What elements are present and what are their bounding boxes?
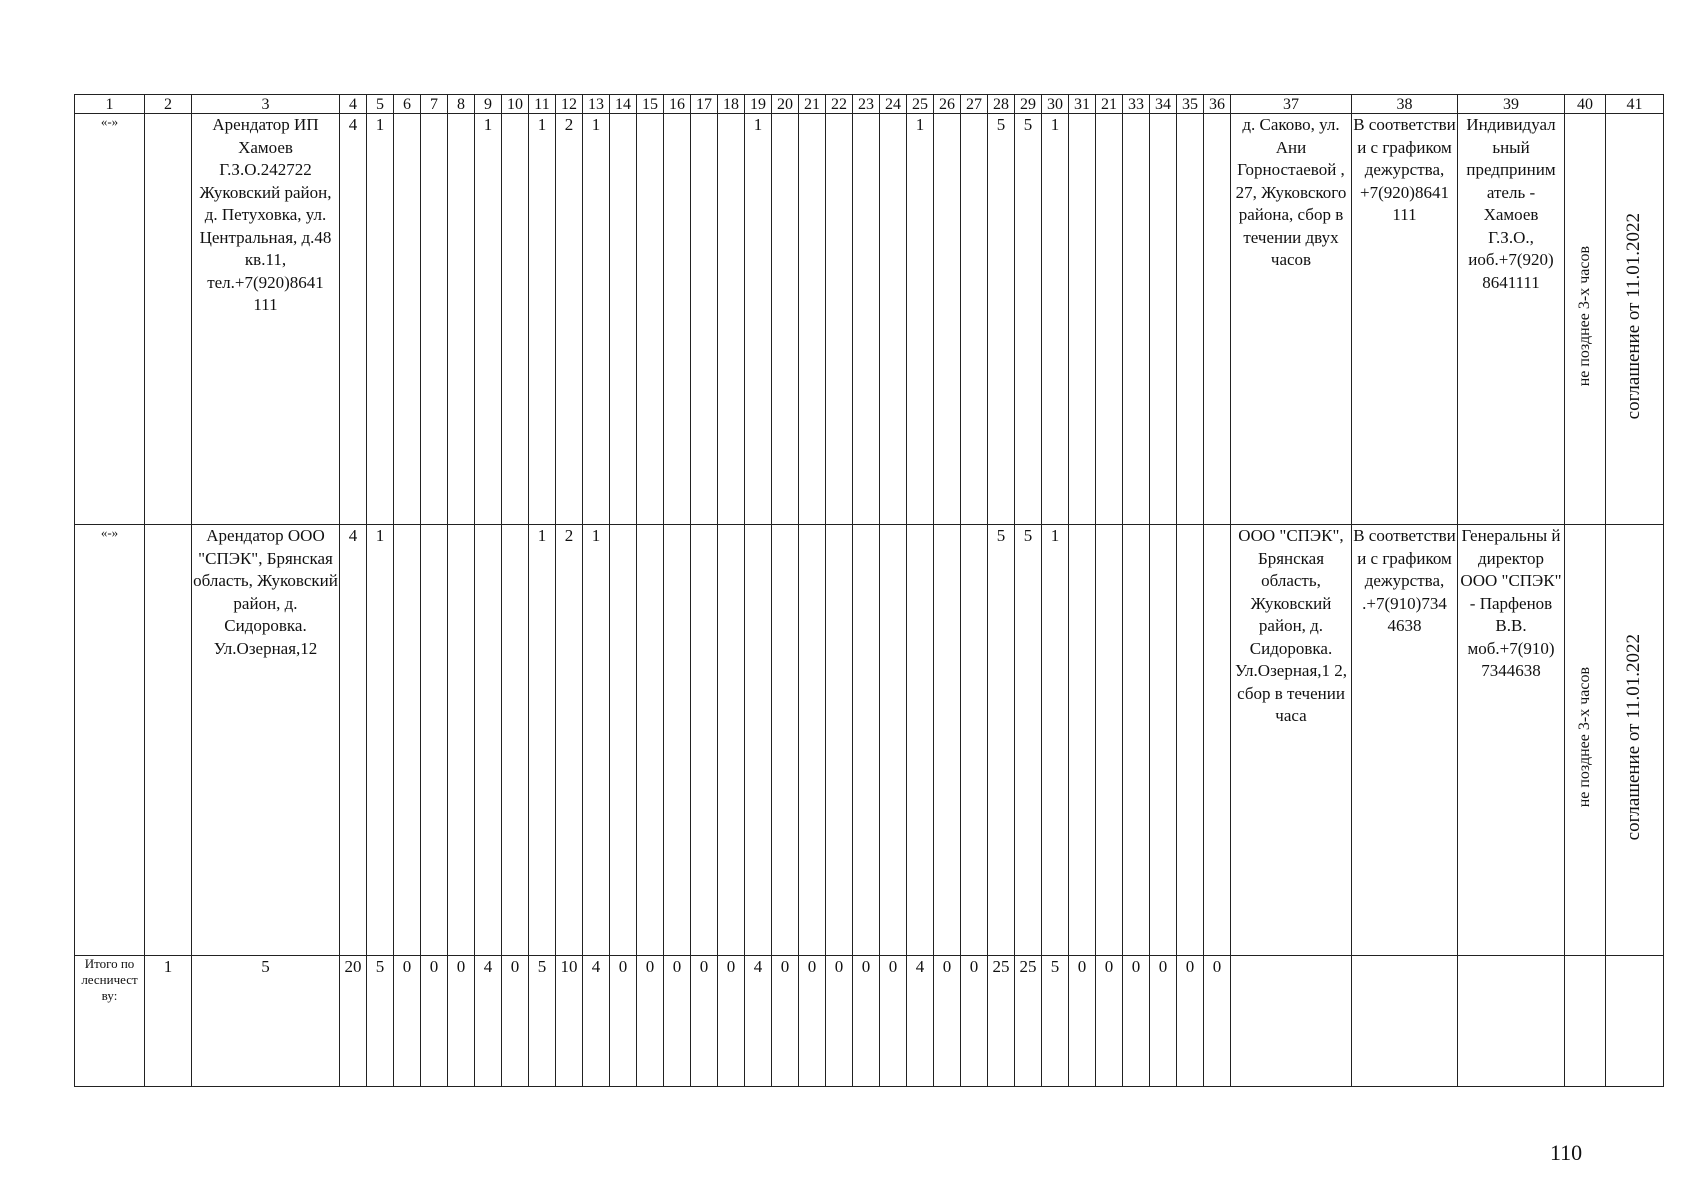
numeric-cell <box>394 525 421 956</box>
numeric-cell: 4 <box>745 956 772 1087</box>
numeric-cell: 4 <box>340 114 367 525</box>
column-number-cell: 34 <box>1150 95 1177 114</box>
column-number-cell: 22 <box>826 95 853 114</box>
forestry-table <box>74 94 1664 1087</box>
numeric-cell <box>1123 114 1150 525</box>
numeric-cell: 25 <box>1015 956 1042 1087</box>
agreement-cell <box>1606 525 1664 956</box>
numeric-cell <box>1123 525 1150 956</box>
numeric-cell <box>799 525 826 956</box>
numeric-cell <box>664 525 691 956</box>
numeric-cell: 10 <box>556 956 583 1087</box>
numeric-cell: 5 <box>367 956 394 1087</box>
numeric-cell: 5 <box>1015 114 1042 525</box>
numeric-cell <box>1150 114 1177 525</box>
numeric-cell: 4 <box>907 956 934 1087</box>
column-number-cell: 21 <box>799 95 826 114</box>
numeric-cell <box>799 114 826 525</box>
agreement-cell <box>1606 114 1664 525</box>
table-row <box>75 114 1664 525</box>
numeric-cell: 5 <box>1015 525 1042 956</box>
column-number-cell: 21 <box>1096 95 1123 114</box>
tenant-cell: Арендатор ООО "СПЭК", Брянская область, Жуковский район, д. Сидоровка. Ул.Озерная,12 <box>192 525 340 956</box>
numeric-cell: 2 <box>556 114 583 525</box>
numeric-cell: 1 <box>529 114 556 525</box>
collection-point-cell <box>1231 956 1352 1087</box>
numeric-cell: 1 <box>367 114 394 525</box>
numeric-cell: 0 <box>934 956 961 1087</box>
numeric-cell: 1 <box>367 525 394 956</box>
numeric-cell: 0 <box>664 956 691 1087</box>
numeric-cell <box>502 525 529 956</box>
column-number-cell: 24 <box>880 95 907 114</box>
numeric-cell: 0 <box>1150 956 1177 1087</box>
numeric-cell: 0 <box>610 956 637 1087</box>
numeric-cell <box>421 114 448 525</box>
agreement-text: соглашение от 11.01.2022 <box>1623 212 1645 419</box>
numeric-cell <box>637 525 664 956</box>
responsible-person-cell <box>1458 956 1565 1087</box>
numeric-cell <box>853 525 880 956</box>
schedule-cell: В соответстви и с графиком дежурства, +7(920)8641 111 <box>1352 114 1458 525</box>
column-number-cell: 11 <box>529 95 556 114</box>
numeric-cell: 1 <box>907 114 934 525</box>
numeric-cell: 0 <box>1069 956 1096 1087</box>
row-marker-cell: Итого по лесничест ву: <box>75 956 145 1087</box>
deadline-text: не позднее 3-х часов <box>1575 245 1593 386</box>
column-number-cell: 18 <box>718 95 745 114</box>
column-number-cell: 29 <box>1015 95 1042 114</box>
numeric-cell: 1 <box>529 525 556 956</box>
numeric-cell: 0 <box>1123 956 1150 1087</box>
numeric-cell: 5 <box>988 114 1015 525</box>
numeric-cell <box>745 525 772 956</box>
column-number-cell: 39 <box>1458 95 1565 114</box>
column-number-cell: 10 <box>502 95 529 114</box>
total-row <box>75 956 1664 1087</box>
numeric-cell <box>718 114 745 525</box>
numeric-cell <box>1069 114 1096 525</box>
numeric-cell: 1 <box>745 114 772 525</box>
column-number-cell: 2 <box>145 95 192 114</box>
numeric-cell: 0 <box>880 956 907 1087</box>
column-number-cell: 8 <box>448 95 475 114</box>
deadline-cell <box>1565 114 1606 525</box>
column-number-cell: 5 <box>367 95 394 114</box>
numeric-cell <box>853 114 880 525</box>
numeric-cell <box>772 114 799 525</box>
numeric-cell: 4 <box>583 956 610 1087</box>
page-number: 110 <box>1550 1140 1583 1165</box>
schedule-cell: В соответстви и с графиком дежурства, .+7(910)734 4638 <box>1352 525 1458 956</box>
column-number-cell: 6 <box>394 95 421 114</box>
numeric-cell <box>448 525 475 956</box>
agreement-text: соглашение от 11.01.2022 <box>1623 633 1645 840</box>
column-number-row <box>75 95 1664 114</box>
tenant-cell: Арендатор ИП Хамоев Г.З.О.242722 Жуковский район, д. Петуховка, ул. Центральная, д.48 кв.11, тел.+7(920)8641 111 <box>192 114 340 525</box>
agreement-cell <box>1606 956 1664 1087</box>
column-number-cell: 40 <box>1565 95 1606 114</box>
schedule-cell <box>1352 956 1458 1087</box>
deadline-cell <box>1565 525 1606 956</box>
numeric-cell <box>421 525 448 956</box>
numeric-cell: 0 <box>772 956 799 1087</box>
numeric-cell: 0 <box>1096 956 1123 1087</box>
numeric-cell <box>691 114 718 525</box>
numeric-cell: 5 <box>988 525 1015 956</box>
column-number-cell: 38 <box>1352 95 1458 114</box>
column-number-cell: 35 <box>1177 95 1204 114</box>
column-number-cell: 36 <box>1204 95 1231 114</box>
numeric-cell: 1 <box>583 525 610 956</box>
numeric-cell: 1 <box>583 114 610 525</box>
numeric-cell <box>475 525 502 956</box>
numeric-cell: 0 <box>799 956 826 1087</box>
column-number-cell: 4 <box>340 95 367 114</box>
collection-point-cell: ООО "СПЭК", Брянская область, Жуковский район, д. Сидоровка. Ул.Озерная,1 2, сбор в течении часа <box>1231 525 1352 956</box>
numeric-cell: 4 <box>340 525 367 956</box>
numeric-cell: 5 <box>529 956 556 1087</box>
tenant-cell: 5 <box>192 956 340 1087</box>
column-number-cell: 3 <box>192 95 340 114</box>
numeric-cell: 1 <box>1042 114 1069 525</box>
numeric-cell: 4 <box>475 956 502 1087</box>
col2-cell <box>145 525 192 956</box>
row-marker-cell: «-» <box>75 525 145 956</box>
numeric-cell <box>1096 114 1123 525</box>
column-number-cell: 14 <box>610 95 637 114</box>
numeric-cell: 5 <box>1042 956 1069 1087</box>
numeric-cell: 0 <box>448 956 475 1087</box>
col2-cell: 1 <box>145 956 192 1087</box>
numeric-cell <box>934 114 961 525</box>
numeric-cell <box>1204 114 1231 525</box>
numeric-cell <box>448 114 475 525</box>
numeric-cell: 0 <box>853 956 880 1087</box>
column-number-cell: 16 <box>664 95 691 114</box>
numeric-cell: 1 <box>1042 525 1069 956</box>
column-number-cell: 37 <box>1231 95 1352 114</box>
column-number-cell: 31 <box>1069 95 1096 114</box>
numeric-cell <box>934 525 961 956</box>
numeric-cell: 0 <box>826 956 853 1087</box>
column-number-cell: 26 <box>934 95 961 114</box>
numeric-cell: 1 <box>475 114 502 525</box>
column-number-cell: 25 <box>907 95 934 114</box>
numeric-cell: 0 <box>502 956 529 1087</box>
numeric-cell <box>1096 525 1123 956</box>
numeric-cell: 0 <box>394 956 421 1087</box>
numeric-cell <box>1177 114 1204 525</box>
numeric-cell <box>718 525 745 956</box>
column-number-cell: 12 <box>556 95 583 114</box>
numeric-cell <box>826 525 853 956</box>
numeric-cell: 0 <box>421 956 448 1087</box>
numeric-cell <box>394 114 421 525</box>
column-number-cell: 13 <box>583 95 610 114</box>
deadline-text: не позднее 3-х часов <box>1575 666 1593 807</box>
numeric-cell <box>1177 525 1204 956</box>
numeric-cell: 20 <box>340 956 367 1087</box>
column-number-cell: 17 <box>691 95 718 114</box>
numeric-cell <box>826 114 853 525</box>
column-number-cell: 7 <box>421 95 448 114</box>
numeric-cell <box>610 114 637 525</box>
numeric-cell <box>502 114 529 525</box>
table-row <box>75 525 1664 956</box>
numeric-cell: 0 <box>961 956 988 1087</box>
numeric-cell <box>610 525 637 956</box>
column-number-cell: 30 <box>1042 95 1069 114</box>
numeric-cell <box>664 114 691 525</box>
column-number-cell: 19 <box>745 95 772 114</box>
responsible-person-cell: Индивидуал ьный предприним атель - Хамоев Г.З.О., иоб.+7(920) 8641111 <box>1458 114 1565 525</box>
numeric-cell: 0 <box>691 956 718 1087</box>
column-number-cell: 27 <box>961 95 988 114</box>
numeric-cell <box>961 114 988 525</box>
numeric-cell <box>880 114 907 525</box>
column-number-cell: 28 <box>988 95 1015 114</box>
numeric-cell: 2 <box>556 525 583 956</box>
numeric-cell <box>772 525 799 956</box>
numeric-cell: 0 <box>718 956 745 1087</box>
column-number-cell: 20 <box>772 95 799 114</box>
collection-point-cell: д. Саково, ул. Ани Горностаевой , 27, Жуковского района, сбор в течении двух часов <box>1231 114 1352 525</box>
column-number-cell: 33 <box>1123 95 1150 114</box>
numeric-cell <box>961 525 988 956</box>
row-marker-cell: «-» <box>75 114 145 525</box>
column-number-cell: 41 <box>1606 95 1664 114</box>
col2-cell <box>145 114 192 525</box>
column-number-cell: 1 <box>75 95 145 114</box>
column-number-cell: 15 <box>637 95 664 114</box>
deadline-cell <box>1565 956 1606 1087</box>
numeric-cell: 25 <box>988 956 1015 1087</box>
numeric-cell <box>880 525 907 956</box>
responsible-person-cell: Генеральны й директор ООО "СПЭК" - Парфенов В.В. моб.+7(910) 7344638 <box>1458 525 1565 956</box>
column-number-cell: 9 <box>475 95 502 114</box>
numeric-cell: 0 <box>637 956 664 1087</box>
numeric-cell <box>907 525 934 956</box>
numeric-cell <box>1150 525 1177 956</box>
column-number-cell: 23 <box>853 95 880 114</box>
numeric-cell <box>691 525 718 956</box>
numeric-cell <box>1204 525 1231 956</box>
numeric-cell: 0 <box>1177 956 1204 1087</box>
numeric-cell <box>637 114 664 525</box>
numeric-cell <box>1069 525 1096 956</box>
numeric-cell: 0 <box>1204 956 1231 1087</box>
